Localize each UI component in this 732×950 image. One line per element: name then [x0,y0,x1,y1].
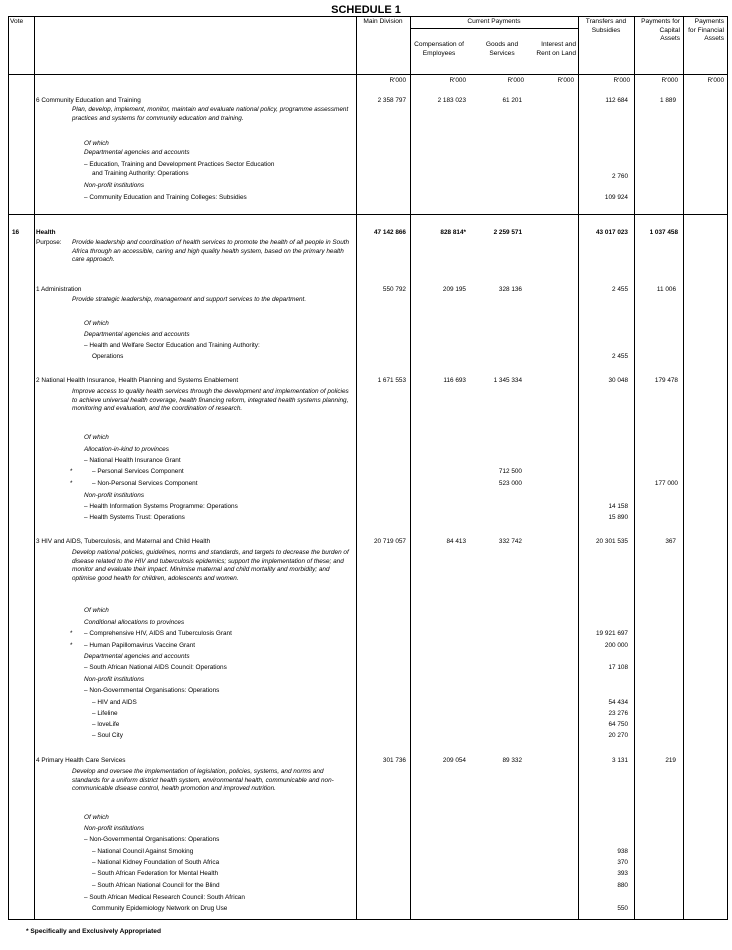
line-item: – HIV and AIDS [92,699,137,706]
col-divider [634,16,635,920]
unit-label: R'000 [557,77,574,84]
line-item: – Human Papillomavirus Vaccine Grant [84,642,196,649]
transfers-value: 54 434 [608,699,628,706]
main-value: 301 736 [382,757,406,764]
line-item: – Soul City [92,732,123,739]
category-label: Allocation-in-kind to provinces [84,446,169,453]
capital-value: 1 889 [660,97,676,104]
line-item: – National Health Insurance Grant [84,457,181,464]
line-item: – South African National AIDS Council: Operations [84,664,227,671]
transfers-value: 17 108 [608,664,628,671]
category-label: Departmental agencies and accounts [84,653,190,660]
goods-header: Goods and Services [485,41,519,57]
col-divider [34,16,35,920]
transfers-value: 880 [617,882,628,889]
current-payments-header: Current Payments [467,18,521,25]
transfers-value: 30 048 [608,377,628,384]
line-item: Operations [92,353,124,360]
transfers-header: Transfers and Subsidies [585,18,627,34]
compensation-header: Compensation of Employees [414,41,464,57]
line-item: and Training Authority: Operations [92,170,189,177]
programme-description: Develop and oversee the implementation of legislation, policies, systems, and norms and standards for a uniform district health system, environmental health, communicable and non-communicable disease control, health promotion and improved nutrition. [72,768,334,793]
line-item: – National Council Against Smoking [92,848,194,855]
interest-header: Interest and Rent on Land [536,41,576,57]
category-label: Departmental agencies and accounts [84,331,190,338]
col-divider [356,16,357,920]
transfers-value: 14 158 [608,503,628,510]
vote-header: Vote [10,18,24,25]
programme-heading: 3 HIV and AIDS, Tuberculosis, and Maternal and Child Health [36,538,211,545]
appropriation-marker: * [70,468,73,475]
transfers-value: 3 131 [612,757,628,764]
category-label: Non-profit institutions [84,182,145,189]
transfers-value: 200 000 [604,642,628,649]
of-which-label: Of which [84,434,109,441]
category-label: Non-profit institutions [84,492,145,499]
header-rule [8,74,728,75]
transfers-value: 20 301 535 [596,538,628,545]
unit-label: R'000 [389,77,406,84]
main-value: 550 792 [382,286,406,293]
category-label: Non-profit institutions [84,676,145,683]
line-item: – National Kidney Foundation of South Africa [92,859,220,866]
appropriation-marker: * [70,480,73,487]
section-rule [8,214,728,215]
programme-heading: 1 Administration [36,286,82,293]
capital-header: Payments for Capital Assets [641,18,680,43]
line-item: – Personal Services Component [92,468,184,475]
col-divider [578,16,579,920]
programme-description: Develop national policies, guidelines, norms and standards, and targets to decrease the burden of disease related to the HIV and tuberculosis epidemics; support the implementation of these; and monitor and evaluate their impact. Minimise maternal and child mortality and morbidity; and optimise good health for children, adolescents and women. [72,549,349,582]
of-which-label: Of which [84,140,109,147]
line-item: – Non-Governmental Organisations: Operations [84,836,220,843]
goods-value: 712 500 [498,468,522,475]
line-item: – Health Systems Trust: Operations [84,514,185,521]
comp-value: 209 054 [442,757,466,764]
capital-value: 219 [665,757,676,764]
transfers-value: 20 270 [608,732,628,739]
transfers-value: 2 455 [612,353,628,360]
transfers-value: 43 017 023 [596,229,628,236]
of-which-label: Of which [84,814,109,821]
purpose-description: Provide leadership and coordination of health services to promote the health of all people in South Africa through an accessible, caring and high quality health system, based on the primary health care approach. [72,239,350,264]
transfers-value: 393 [617,870,628,877]
comp-value: 116 693 [443,377,466,384]
line-item: – Non-Personal Services Component [92,480,198,487]
main-value: 47 142 866 [374,229,406,236]
appropriation-marker: * [70,642,73,649]
transfers-value: 2 455 [612,286,628,293]
line-item: – Health and Welfare Sector Education and Training Authority: [84,342,260,349]
programme-description: Improve access to quality health services through the development and implementation of policies to achieve universal health coverage, health financing reform, integrated health systems planning, monitoring and evaluation, and the coordination of research. [72,388,349,413]
financial-header: Payments for Financial Assets [688,18,724,43]
transfers-value: 2 760 [612,173,628,180]
line-item: – South African National Council for the Blind [92,882,220,889]
line-item: – South African Federation for Mental Health [92,870,219,877]
programme-heading: 2 National Health Insurance, Health Planning and Systems Enablement [36,377,239,384]
line-item: – Comprehensive HIV, AIDS and Tuberculosis Grant [84,630,232,637]
transfers-value: 109 924 [604,194,628,201]
goods-value: 332 742 [498,538,522,545]
capital-value: 11 006 [656,286,676,293]
capital-value: 367 [665,538,676,545]
transfers-value: 112 684 [605,97,628,104]
goods-value: 1 345 334 [493,377,522,384]
unit-label: R'000 [707,77,724,84]
of-which-label: Of which [84,607,109,614]
comp-value: 2 183 023 [437,97,466,104]
vote-name: Health [36,229,56,236]
goods-value: 61 201 [502,97,522,104]
line-item: – South African Medical Research Council: South African [84,894,245,901]
comp-value: 84 413 [446,538,466,545]
line-item: – Lifeline [92,710,118,717]
subheader-rule [410,28,578,29]
capital-value: 179 478 [654,377,678,384]
goods-value: 2 259 571 [493,229,522,236]
programme-heading: 4 Primary Health Care Services [36,757,126,764]
main-value: 2 358 797 [377,97,406,104]
transfers-value: 23 276 [608,710,628,717]
line-item: – Education, Training and Development Practices Sector Education [84,161,275,168]
capital-value: 177 000 [654,480,678,487]
line-item: Community Epidemiology Network on Drug Use [92,905,228,912]
programme-heading: 6 Community Education and Training [36,97,141,104]
goods-value: 89 332 [502,757,522,764]
vote-number: 16 [12,229,20,236]
transfers-value: 19 921 697 [596,630,628,637]
unit-label: R'000 [613,77,630,84]
capital-value: 1 037 458 [649,229,678,236]
programme-description: Provide strategic leadership, management and support services to the department. [72,296,307,303]
comp-value: 209 195 [442,286,466,293]
category-label: Departmental agencies and accounts [84,149,190,156]
comp-value: 828 814* [440,229,466,236]
transfers-value: 938 [617,848,628,855]
of-which-label: Of which [84,320,109,327]
purpose-label: Purpose: [36,239,62,246]
footnote: * Specifically and Exclusively Appropriated [26,928,161,935]
category-label: Conditional allocations to provinces [84,619,185,626]
category-label: Non-profit institutions [84,825,145,832]
transfers-value: 15 890 [608,514,628,521]
main-division-header: Main Division [363,18,403,25]
unit-label: R'000 [661,77,678,84]
transfers-value: 64 750 [608,721,628,728]
col-divider [410,16,411,920]
programme-description: Plan, develop, implement, monitor, maintain and evaluate national policy, programme assessment practices and systems for community education and training. [72,106,349,122]
col-divider [683,16,684,920]
unit-label: R'000 [449,77,466,84]
transfers-value: 550 [617,905,628,912]
goods-value: 328 136 [498,286,522,293]
page-title: SCHEDULE 1 [331,4,401,16]
main-value: 20 719 057 [374,538,406,545]
goods-value: 523 000 [498,480,522,487]
line-item: – Non-Governmental Organisations: Operations [84,687,220,694]
transfers-value: 370 [617,859,628,866]
line-item: – Health Information Systems Programme: Operations [84,503,238,510]
line-item: – Community Education and Training Colleges: Subsidies [84,194,247,201]
unit-label: R'000 [507,77,524,84]
line-item: – loveLife [92,721,120,728]
appropriation-marker: * [70,630,73,637]
main-value: 1 671 553 [377,377,406,384]
